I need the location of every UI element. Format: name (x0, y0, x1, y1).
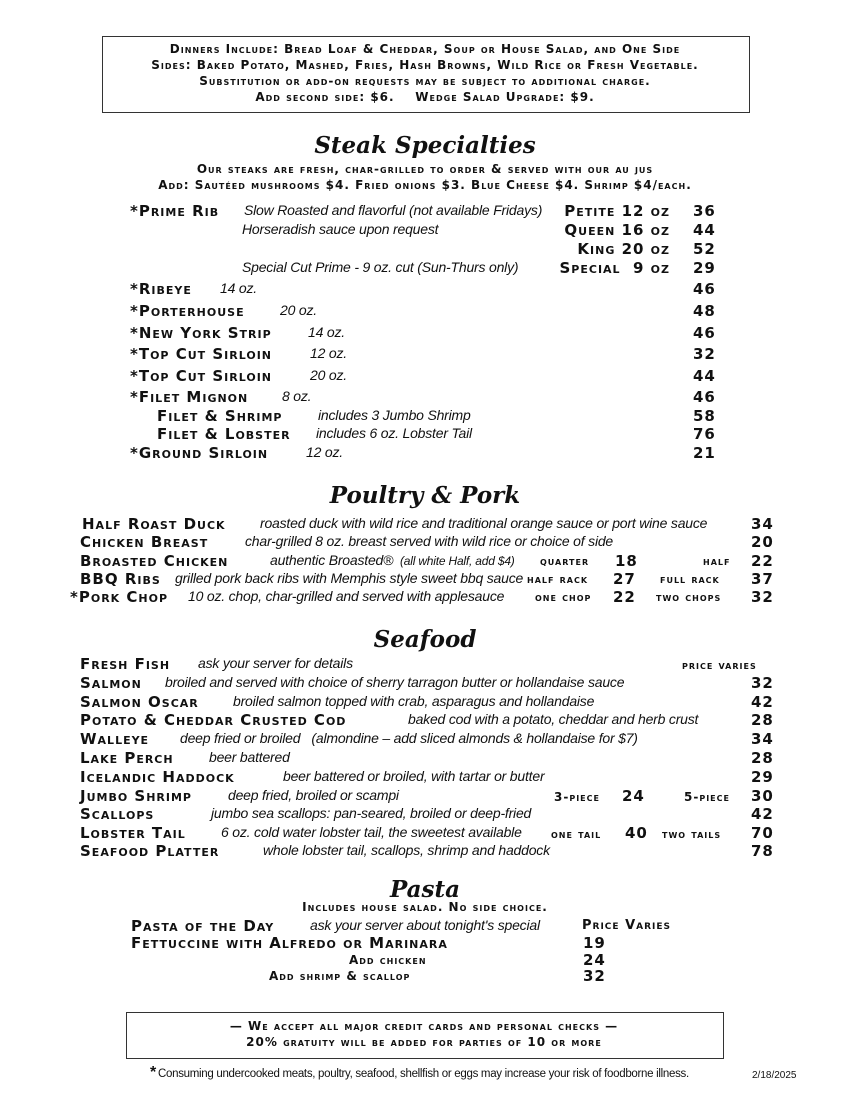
steak-item-desc: includes 3 Jumbo Shrimp (318, 407, 471, 423)
steak-item-name: *Ground Sirloin (130, 444, 269, 462)
steak-item-name: *Top Cut Sirloin (130, 367, 273, 385)
seafood-option-price: 40 (625, 824, 648, 842)
seafood-section-title: Seafood (373, 626, 477, 653)
poultry-section-title: Poultry & Pork (329, 482, 521, 509)
prime-rib-desc: Horseradish sauce upon request (242, 221, 439, 237)
seafood-item-price: 34 (751, 730, 774, 748)
steak-subtitle: Our steaks are fresh, char-grilled to order & served with our au jus (196, 162, 654, 176)
prime-rib-price: 52 (693, 240, 716, 258)
steak-item-desc: 14 oz. (308, 324, 345, 340)
gratuity-line: 20% gratuity will be added for parties of 10 or more (246, 1035, 602, 1049)
pasta-subtitle: Includes house salad. No side choice. (302, 900, 548, 914)
poultry-option-label: two chops (656, 590, 722, 604)
seafood-item-name: Scallops (80, 805, 155, 823)
steak-item-price: 58 (693, 407, 716, 425)
steak-item-price: 76 (693, 425, 716, 443)
steak-item-name: Filet & Lobster (157, 425, 291, 443)
poultry-item-note: (all white Half, add $4) (400, 554, 515, 568)
prime-rib-price: 36 (693, 202, 716, 220)
steak-item-name: *New York Strip (130, 324, 272, 342)
prime-rib-size: Special 9 oz (559, 259, 670, 277)
seafood-item-price: 70 (751, 824, 774, 842)
seafood-item-desc: broiled salmon topped with crab, asparagus and hollandaise (233, 693, 595, 709)
poultry-item-name: Broasted Chicken (80, 552, 229, 570)
add-side-line: Add second side: $6. Wedge Salad Upgrade: $9. (255, 90, 595, 104)
seafood-item-price: 28 (751, 749, 774, 767)
poultry-item-price: 20 (751, 533, 774, 551)
steak-item-desc: 20 oz. (280, 302, 317, 318)
poultry-option-price: 18 (615, 552, 638, 570)
pasta-section-title: Pasta (389, 876, 461, 903)
poultry-option-price: 22 (751, 552, 774, 570)
poultry-item-name: Half Roast Duck (82, 515, 226, 533)
seafood-option-label: one tail (551, 827, 602, 841)
seafood-item-name: Fresh Fish (80, 655, 171, 673)
poultry-option-label: half rack (527, 572, 589, 586)
pasta-item-name: Pasta of the Day (131, 917, 275, 935)
seafood-item-desc: whole lobster tail, scallops, shrimp and haddock (263, 842, 550, 858)
steak-item-name: *Filet Mignon (130, 388, 249, 406)
pasta-item-price: 32 (583, 967, 606, 985)
dinners-include-line: Dinners Include: Bread Loaf & Cheddar, Soup or House Salad, and One Side (169, 42, 681, 56)
pasta-addon-name: Add shrimp & scallop (269, 969, 411, 983)
poultry-item-name: *Pork Chop (70, 588, 169, 606)
poultry-option-price: 27 (613, 570, 636, 588)
menu-date: 2/18/2025 (752, 1070, 797, 1081)
seafood-item-name: Lobster Tail (80, 824, 186, 842)
prime-rib-name: *Prime Rib (130, 202, 220, 220)
poultry-option-price: 22 (613, 588, 636, 606)
steak-item-name: *Porterhouse (130, 302, 245, 320)
prime-rib-desc: Special Cut Prime - 9 oz. cut (Sun-Thurs only) (242, 259, 519, 275)
seafood-item-name: Walleye (80, 730, 150, 748)
steak-item-price: 21 (693, 444, 716, 462)
payment-line: — We accept all major credit cards and personal checks — (229, 1019, 619, 1033)
foodborne-disclaimer: Consuming undercooked meats, poultry, seafood, shellfish or eggs may increase your risk of foodborne illness. (158, 1068, 689, 1080)
steak-item-desc: 8 oz. (282, 388, 312, 404)
steak-item-price: 46 (693, 280, 716, 298)
seafood-item-desc: baked cod with a potato, cheddar and herb crust (408, 711, 699, 727)
seafood-item-desc: ask your server for details (198, 655, 353, 671)
seafood-item-desc: broiled and served with choice of sherry tarragon butter or hollandaise sauce (165, 674, 625, 690)
steak-item-price: 32 (693, 345, 716, 363)
prime-rib-desc: Slow Roasted and flavorful (not available Fridays) (244, 202, 543, 218)
pasta-item-price: 24 (583, 951, 606, 969)
prime-rib-size: Queen 16 oz (564, 221, 670, 239)
steak-item-price: 44 (693, 367, 716, 385)
prime-rib-size: Petite 12 oz (564, 202, 670, 220)
seafood-item-desc: deep fried or broiled (almondine – add sliced almonds & hollandaise for $7) (180, 730, 638, 746)
footer-asterisk: * (150, 1064, 157, 1081)
poultry-option-price: 32 (751, 588, 774, 606)
poultry-option-label: full rack (660, 572, 720, 586)
seafood-item-name: Potato & Cheddar Crusted Cod (80, 711, 347, 729)
seafood-item-name: Jumbo Shrimp (80, 787, 192, 805)
poultry-option-price: 37 (751, 570, 774, 588)
steak-item-price: 46 (693, 324, 716, 342)
seafood-item-price: 42 (751, 805, 774, 823)
seafood-item-price: 42 (751, 693, 774, 711)
steak-item-name: Filet & Shrimp (157, 407, 283, 425)
prime-rib-price: 29 (693, 259, 716, 277)
poultry-item-name: BBQ Ribs (80, 570, 161, 588)
steak-item-desc: includes 6 oz. Lobster Tail (316, 425, 472, 441)
poultry-item-desc: 10 oz. chop, char-grilled and served with applesauce (188, 588, 505, 604)
steak-item-name: *Top Cut Sirloin (130, 345, 273, 363)
seafood-option-price: 24 (622, 787, 645, 805)
prime-rib-price: 44 (693, 221, 716, 239)
steak-section-title: Steak Specialties (314, 132, 536, 159)
seafood-item-name: Icelandic Haddock (80, 768, 235, 786)
pasta-item-price: Price Varies (582, 918, 672, 933)
seafood-item-desc: beer battered or broiled, with tartar or butter (283, 768, 545, 784)
pasta-item-price: 19 (583, 934, 606, 952)
seafood-item-desc: 6 oz. cold water lobster tail, the sweetest available (221, 824, 522, 840)
seafood-item-price: price varies (682, 658, 757, 672)
pasta-addon-name: Add chicken (349, 953, 427, 967)
sides-line: Sides: Baked Potato, Mashed, Fries, Hash Browns, Wild Rice or Fresh Vegetable. (151, 58, 699, 72)
poultry-option-label: half (703, 554, 731, 568)
seafood-item-name: Seafood Platter (80, 842, 220, 860)
poultry-item-name: Chicken Breast (80, 533, 209, 551)
seafood-item-price: 29 (751, 768, 774, 786)
steak-item-desc: 12 oz. (310, 345, 347, 361)
steak-item-price: 48 (693, 302, 716, 320)
pasta-item-name: Fettuccine with Alfredo or Marinara (131, 934, 448, 952)
poultry-item-desc: char-grilled 8 oz. breast served with wild rice or choice of side (245, 533, 614, 549)
seafood-option-label: 5-piece (684, 790, 730, 804)
seafood-item-desc: deep fried, broiled or scampi (228, 787, 399, 803)
substitution-line: Substitution or add-on requests may be subject to additional charge. (199, 74, 651, 88)
steak-item-desc: 20 oz. (310, 367, 347, 383)
poultry-item-desc: grilled pork back ribs with Memphis style sweet bbq sauce (175, 570, 524, 586)
seafood-item-name: Salmon (80, 674, 142, 692)
seafood-item-price: 28 (751, 711, 774, 729)
poultry-item-desc: roasted duck with wild rice and traditional orange sauce or port wine sauce (260, 515, 708, 531)
poultry-item-price: 34 (751, 515, 774, 533)
seafood-item-price: 32 (751, 674, 774, 692)
seafood-item-price: 78 (751, 842, 774, 860)
poultry-item-desc: authentic Broasted® (270, 552, 394, 568)
pasta-item-desc: ask your server about tonight's special (310, 917, 540, 933)
poultry-option-label: quarter (540, 554, 590, 568)
steak-addons: Add: Sautéed mushrooms $4. Fried onions $3. Blue Cheese $4. Shrimp $4/each. (158, 178, 692, 192)
seafood-option-label: two tails (662, 827, 722, 841)
seafood-option-label: 3-piece (554, 790, 600, 804)
seafood-item-name: Lake Perch (80, 749, 174, 767)
seafood-item-price: 30 (751, 787, 774, 805)
steak-item-desc: 14 oz. (220, 280, 257, 296)
seafood-item-desc: jumbo sea scallops: pan-seared, broiled or deep-fried (211, 805, 532, 821)
poultry-option-label: one chop (535, 590, 592, 604)
steak-item-desc: 12 oz. (306, 444, 343, 460)
prime-rib-size: King 20 oz (577, 240, 670, 258)
steak-item-price: 46 (693, 388, 716, 406)
steak-item-name: *Ribeye (130, 280, 192, 298)
seafood-item-desc: beer battered (209, 749, 290, 765)
seafood-item-name: Salmon Oscar (80, 693, 199, 711)
